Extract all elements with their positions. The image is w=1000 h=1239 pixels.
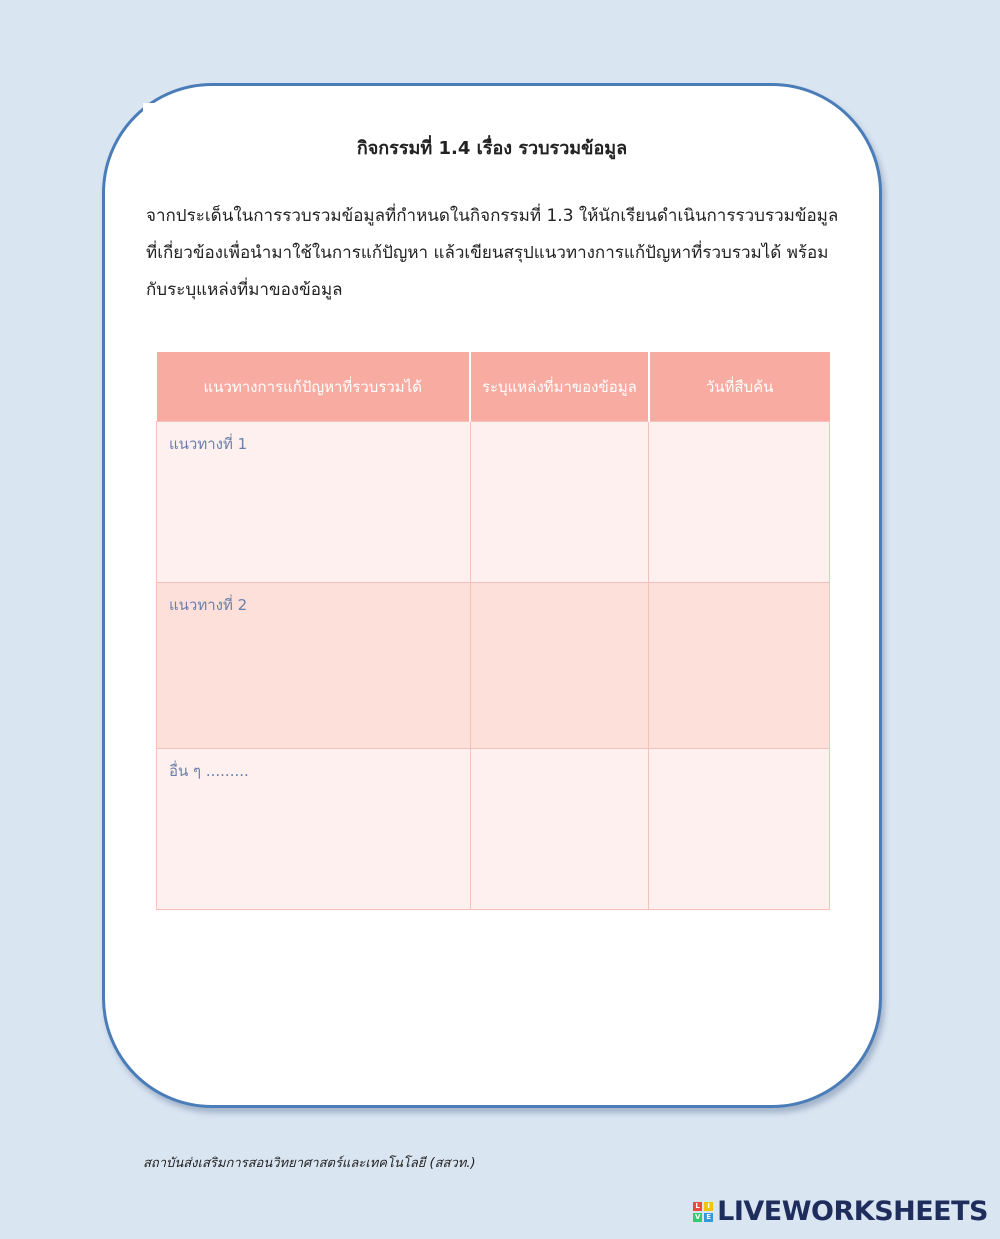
header-data-source: ระบุแหล่งที่มาของข้อมูล xyxy=(470,352,649,422)
institution-footer: สถาบันส่งเสริมการสอนวิทยาศาสตร์และเทคโนโลยี (สสวท.) xyxy=(143,1156,476,1171)
liveworksheets-logo-icon xyxy=(693,1202,713,1222)
source-cell[interactable] xyxy=(470,422,649,583)
approach-cell[interactable] xyxy=(157,749,471,910)
row-label: อื่น ๆ ......... xyxy=(169,762,249,780)
logo-letter: V xyxy=(694,1212,701,1221)
liveworksheets-brand[interactable] xyxy=(693,1196,988,1227)
table-row xyxy=(157,749,830,910)
worksheet-title: กิจกรรมที่ 1.4 เรื่อง รวบรวมข้อมูล xyxy=(356,138,628,159)
source-cell[interactable] xyxy=(470,749,649,910)
header-search-date: วันที่สืบค้น xyxy=(649,352,830,422)
row-label: แนวทางที่ 2 xyxy=(169,596,248,614)
answer-table xyxy=(156,352,830,910)
header-solution-approach: แนวทางการแก้ปัญหาที่รวบรวมได้ xyxy=(157,352,471,422)
table-row xyxy=(157,422,830,583)
logo-letter: L xyxy=(693,1202,702,1211)
worksheet-instructions: จากประเด็นในการรวบรวมข้อมูลที่กำหนดในกิจกรรมที่ 1.3 ให้นักเรียนดำเนินการรวบรวมข้อมูลที่เกี่ยวข้องเพื่อนำมาใช้ในการแก้ปัญหา แล้วเขียนสรุปแนวทางการแก้ปัญหาที่รวบรวมได้ พร้อมกับระบุแหล่งที่มาของข้อมูล xyxy=(146,206,839,300)
table-header-row xyxy=(157,352,830,422)
date-cell[interactable] xyxy=(649,583,830,749)
approach-cell[interactable] xyxy=(157,583,471,749)
approach-cell[interactable] xyxy=(157,422,471,583)
date-cell[interactable] xyxy=(649,749,830,910)
date-cell[interactable] xyxy=(649,422,830,583)
card-corner-tab xyxy=(143,103,161,113)
source-cell[interactable] xyxy=(470,583,649,749)
logo-letter: E xyxy=(704,1213,713,1222)
brand-name: LIVEWORKSHEETS xyxy=(717,1196,988,1227)
logo-letter: I xyxy=(704,1202,713,1211)
row-label: แนวทางที่ 1 xyxy=(169,435,248,453)
table-row xyxy=(157,583,830,749)
